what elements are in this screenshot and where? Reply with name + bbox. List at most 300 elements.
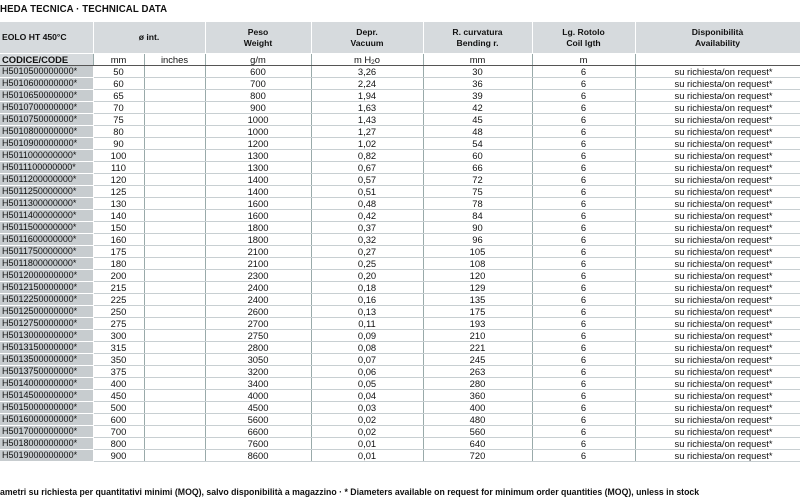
diameter-inch-cell — [144, 438, 205, 450]
table-row — [0, 114, 800, 126]
diameter-mm-cell: 315 — [93, 342, 144, 354]
bending-radius-cell: 245 — [423, 354, 532, 366]
diameter-inch-cell — [144, 210, 205, 222]
availability-cell: su richiesta/on request* — [635, 450, 800, 462]
code-column-label: CODICE/CODE — [0, 54, 93, 66]
availability-cell: su richiesta/on request* — [635, 90, 800, 102]
diameter-inch-cell — [144, 198, 205, 210]
diameter-mm-cell: 600 — [93, 414, 144, 426]
bending-radius-cell: 108 — [423, 258, 532, 270]
vacuum-cell: 0,02 — [311, 426, 423, 438]
diameter-inch-cell — [144, 402, 205, 414]
table-row — [0, 282, 800, 294]
bending-radius-cell: 263 — [423, 366, 532, 378]
product-code-cell: H5012000000000* — [0, 270, 93, 282]
weight-cell: 1300 — [205, 162, 311, 174]
table-row — [0, 138, 800, 150]
bending-radius-cell: 39 — [423, 90, 532, 102]
bending-radius-cell: 720 — [423, 450, 532, 462]
table-row — [0, 150, 800, 162]
diameter-mm-cell: 350 — [93, 354, 144, 366]
unit-vacuum: m $H_2o$ — [311, 54, 423, 66]
table-row — [0, 66, 800, 78]
diameter-inch-cell — [144, 102, 205, 114]
vacuum-cell: 0,37 — [311, 222, 423, 234]
vacuum-cell: 0,05 — [311, 378, 423, 390]
product-code-cell: H5013000000000* — [0, 330, 93, 342]
diameter-inch-cell — [144, 426, 205, 438]
coil-length-cell: 6 — [532, 390, 635, 402]
bending-radius-cell: 640 — [423, 438, 532, 450]
table-row — [0, 390, 800, 402]
coil-length-cell: 6 — [532, 102, 635, 114]
technical-data-table — [0, 22, 800, 462]
weight-cell: 2400 — [205, 294, 311, 306]
availability-cell: su richiesta/on request* — [635, 282, 800, 294]
diameter-inch-cell — [144, 222, 205, 234]
diameter-inch-cell — [144, 126, 205, 138]
diameter-inch-cell — [144, 150, 205, 162]
weight-cell: 1400 — [205, 174, 311, 186]
table-row — [0, 342, 800, 354]
diameter-mm-cell: 110 — [93, 162, 144, 174]
coil-length-cell: 6 — [532, 138, 635, 150]
product-name-header: EOLO HT 450°C — [0, 22, 93, 54]
diameter-inch-cell — [144, 258, 205, 270]
availability-cell: su richiesta/on request* — [635, 402, 800, 414]
table-row — [0, 450, 800, 462]
diameter-inch-cell — [144, 138, 205, 150]
bending-radius-cell: 75 — [423, 186, 532, 198]
diameter-mm-cell: 100 — [93, 150, 144, 162]
table-row — [0, 162, 800, 174]
table-row — [0, 222, 800, 234]
diameter-inch-cell — [144, 66, 205, 78]
weight-cell: 3200 — [205, 366, 311, 378]
coil-length-cell: 6 — [532, 414, 635, 426]
product-code-cell: H5010900000000* — [0, 138, 93, 150]
availability-cell: su richiesta/on request* — [635, 378, 800, 390]
table-row — [0, 258, 800, 270]
weight-cell: 2600 — [205, 306, 311, 318]
product-code-cell: H5011600000000* — [0, 234, 93, 246]
coil-length-cell: 6 — [532, 114, 635, 126]
diameter-mm-cell: 215 — [93, 282, 144, 294]
availability-cell: su richiesta/on request* — [635, 294, 800, 306]
coil-length-cell: 6 — [532, 270, 635, 282]
diameter-inch-cell — [144, 366, 205, 378]
vacuum-cell: 0,06 — [311, 366, 423, 378]
bending-radius-cell: 175 — [423, 306, 532, 318]
bending-radius-cell: 560 — [423, 426, 532, 438]
availability-cell: su richiesta/on request* — [635, 66, 800, 78]
table-row — [0, 306, 800, 318]
product-code-cell: H5011000000000* — [0, 150, 93, 162]
weight-cell: 2700 — [205, 318, 311, 330]
availability-cell: su richiesta/on request* — [635, 210, 800, 222]
product-code-cell: H5018000000000* — [0, 438, 93, 450]
table-row — [0, 318, 800, 330]
diameter-inch-cell — [144, 354, 205, 366]
diameter-mm-cell: 400 — [93, 378, 144, 390]
page-title: HEDA TECNICA · TECHNICAL DATA — [0, 3, 168, 15]
weight-cell: 900 — [205, 102, 311, 114]
diameter-mm-cell: 150 — [93, 222, 144, 234]
availability-cell: su richiesta/on request* — [635, 366, 800, 378]
product-code-cell: H5019000000000* — [0, 450, 93, 462]
coil-length-cell: 6 — [532, 126, 635, 138]
weight-cell: 7600 — [205, 438, 311, 450]
vacuum-cell: 1,27 — [311, 126, 423, 138]
diameter-inch-cell — [144, 294, 205, 306]
table-row — [0, 78, 800, 90]
diameter-mm-cell: 70 — [93, 102, 144, 114]
coil-length-cell: 6 — [532, 198, 635, 210]
weight-cell: 1000 — [205, 114, 311, 126]
weight-cell: 2100 — [205, 246, 311, 258]
coil-length-cell: 6 — [532, 366, 635, 378]
diameter-mm-cell: 80 — [93, 126, 144, 138]
product-code-cell: H5011300000000* — [0, 198, 93, 210]
weight-cell: 4000 — [205, 390, 311, 402]
coil-length-cell: 6 — [532, 78, 635, 90]
unit-coil: m — [532, 54, 635, 66]
availability-cell: su richiesta/on request* — [635, 198, 800, 210]
bending-radius-cell: 400 — [423, 402, 532, 414]
product-code-cell: H5011200000000* — [0, 174, 93, 186]
weight-cell: 2300 — [205, 270, 311, 282]
vacuum-cell: 0,57 — [311, 174, 423, 186]
vacuum-cell: 3,26 — [311, 66, 423, 78]
footnote: ametri su richiesta per quantitativi minimi (MOQ), salvo disponibilità a magazzino · * Diameters available on request for minimum order quantities (MOQ), unless in stock — [0, 486, 700, 497]
availability-cell: su richiesta/on request* — [635, 330, 800, 342]
weight-cell: 2750 — [205, 330, 311, 342]
coil-length-cell: 6 — [532, 246, 635, 258]
availability-cell: su richiesta/on request* — [635, 114, 800, 126]
availability-header: Disponibilità Availability — [635, 22, 800, 54]
vacuum-cell: 0,67 — [311, 162, 423, 174]
availability-cell: su richiesta/on request* — [635, 342, 800, 354]
bending-radius-cell: 129 — [423, 282, 532, 294]
availability-cell: su richiesta/on request* — [635, 414, 800, 426]
coil-length-cell: 6 — [532, 174, 635, 186]
diameter-inch-cell — [144, 282, 205, 294]
diameter-inch-cell — [144, 330, 205, 342]
bending-radius-cell: 135 — [423, 294, 532, 306]
coil-length-cell: 6 — [532, 330, 635, 342]
product-code-cell: H5016000000000* — [0, 414, 93, 426]
bending-radius-cell: 120 — [423, 270, 532, 282]
vacuum-cell: 1,02 — [311, 138, 423, 150]
coil-length-cell: 6 — [532, 402, 635, 414]
weight-cell: 3050 — [205, 354, 311, 366]
coil-length-cell: 6 — [532, 222, 635, 234]
diameter-mm-cell: 130 — [93, 198, 144, 210]
weight-cell: 600 — [205, 66, 311, 78]
bending-radius-cell: 480 — [423, 414, 532, 426]
vacuum-cell: 0,32 — [311, 234, 423, 246]
diameter-mm-cell: 60 — [93, 78, 144, 90]
coil-length-cell: 6 — [532, 426, 635, 438]
weight-cell: 1300 — [205, 150, 311, 162]
diameter-header: ø int. — [93, 22, 205, 54]
diameter-inch-cell — [144, 78, 205, 90]
bending-radius-cell: 84 — [423, 210, 532, 222]
diameter-mm-cell: 900 — [93, 450, 144, 462]
vacuum-cell: 1,63 — [311, 102, 423, 114]
vacuum-cell: 0,25 — [311, 258, 423, 270]
weight-cell: 2100 — [205, 258, 311, 270]
product-code-cell: H5010650000000* — [0, 90, 93, 102]
product-code-cell: H5013750000000* — [0, 366, 93, 378]
coil-length-cell: 6 — [532, 186, 635, 198]
vacuum-cell: 0,04 — [311, 390, 423, 402]
product-code-cell: H5015000000000* — [0, 402, 93, 414]
product-code-cell: H5012150000000* — [0, 282, 93, 294]
vacuum-cell: 0,48 — [311, 198, 423, 210]
bending-radius-cell: 280 — [423, 378, 532, 390]
weight-cell: 4500 — [205, 402, 311, 414]
availability-cell: su richiesta/on request* — [635, 174, 800, 186]
bending-radius-cell: 96 — [423, 234, 532, 246]
diameter-mm-cell: 225 — [93, 294, 144, 306]
product-code-cell: H5012500000000* — [0, 306, 93, 318]
product-code-cell: H5013150000000* — [0, 342, 93, 354]
bending-radius-cell: 45 — [423, 114, 532, 126]
diameter-mm-cell: 125 — [93, 186, 144, 198]
bending-radius-cell: 78 — [423, 198, 532, 210]
bending-radius-cell: 42 — [423, 102, 532, 114]
diameter-inch-cell — [144, 342, 205, 354]
coil-length-cell: 6 — [532, 318, 635, 330]
vacuum-cell: 0,01 — [311, 438, 423, 450]
coil-length-cell: 6 — [532, 234, 635, 246]
table-row — [0, 438, 800, 450]
availability-cell: su richiesta/on request* — [635, 150, 800, 162]
weight-cell: 1000 — [205, 126, 311, 138]
product-code-cell: H5010600000000* — [0, 78, 93, 90]
vacuum-cell: 0,13 — [311, 306, 423, 318]
availability-cell: su richiesta/on request* — [635, 426, 800, 438]
diameter-inch-cell — [144, 390, 205, 402]
unit-bending: mm — [423, 54, 532, 66]
availability-cell: su richiesta/on request* — [635, 318, 800, 330]
vacuum-cell: 1,94 — [311, 90, 423, 102]
product-code-cell: H5011500000000* — [0, 222, 93, 234]
weight-cell: 1200 — [205, 138, 311, 150]
table-row — [0, 210, 800, 222]
unit-weight: g/m — [205, 54, 311, 66]
bending-radius-cell: 72 — [423, 174, 532, 186]
vacuum-cell: 0,08 — [311, 342, 423, 354]
weight-cell: 1400 — [205, 186, 311, 198]
diameter-inch-cell — [144, 186, 205, 198]
availability-cell: su richiesta/on request* — [635, 78, 800, 90]
diameter-mm-cell: 75 — [93, 114, 144, 126]
weight-cell: 800 — [205, 90, 311, 102]
vacuum-cell: 0,18 — [311, 282, 423, 294]
table-row — [0, 90, 800, 102]
weight-header: Peso Weight — [205, 22, 311, 54]
weight-cell: 8600 — [205, 450, 311, 462]
availability-cell: su richiesta/on request* — [635, 354, 800, 366]
diameter-mm-cell: 120 — [93, 174, 144, 186]
vacuum-cell: 0,03 — [311, 402, 423, 414]
coil-length-cell: 6 — [532, 162, 635, 174]
bending-radius-cell: 90 — [423, 222, 532, 234]
product-code-cell: H5017000000000* — [0, 426, 93, 438]
coil-length-cell: 6 — [532, 150, 635, 162]
coil-length-cell: 6 — [532, 450, 635, 462]
table-row — [0, 246, 800, 258]
diameter-mm-cell: 700 — [93, 426, 144, 438]
bending-radius-cell: 210 — [423, 330, 532, 342]
diameter-inch-cell — [144, 234, 205, 246]
vacuum-cell: 0,11 — [311, 318, 423, 330]
diameter-mm-cell: 65 — [93, 90, 144, 102]
diameter-mm-cell: 800 — [93, 438, 144, 450]
diameter-inch-cell — [144, 306, 205, 318]
vacuum-cell: 1,43 — [311, 114, 423, 126]
table-row — [0, 234, 800, 246]
diameter-inch-cell — [144, 90, 205, 102]
table-row — [0, 354, 800, 366]
availability-cell: su richiesta/on request* — [635, 306, 800, 318]
table-row — [0, 378, 800, 390]
vacuum-cell: 0,16 — [311, 294, 423, 306]
table-row — [0, 102, 800, 114]
vacuum-cell: 0,51 — [311, 186, 423, 198]
diameter-mm-cell: 180 — [93, 258, 144, 270]
vacuum-cell: 0,20 — [311, 270, 423, 282]
table-row — [0, 174, 800, 186]
table-row — [0, 330, 800, 342]
product-code-cell: H5012750000000* — [0, 318, 93, 330]
bending-radius-cell: 36 — [423, 78, 532, 90]
product-code-cell: H5014500000000* — [0, 390, 93, 402]
table-row — [0, 414, 800, 426]
availability-cell: su richiesta/on request* — [635, 126, 800, 138]
weight-cell: 6600 — [205, 426, 311, 438]
product-code-cell: H5011100000000* — [0, 162, 93, 174]
product-code-cell: H5011750000000* — [0, 246, 93, 258]
table-row — [0, 294, 800, 306]
table-row — [0, 198, 800, 210]
header-row — [0, 22, 800, 54]
diameter-mm-cell: 450 — [93, 390, 144, 402]
weight-cell: 3400 — [205, 378, 311, 390]
coil-length-cell: 6 — [532, 306, 635, 318]
table-row — [0, 426, 800, 438]
bending-radius-cell: 193 — [423, 318, 532, 330]
product-code-cell: H5011250000000* — [0, 186, 93, 198]
weight-cell: 1800 — [205, 222, 311, 234]
diameter-inch-cell — [144, 270, 205, 282]
diameter-inch-cell — [144, 318, 205, 330]
unit-mm: mm — [93, 54, 144, 66]
availability-cell: su richiesta/on request* — [635, 246, 800, 258]
coil-length-cell: 6 — [532, 66, 635, 78]
vacuum-cell: 0,42 — [311, 210, 423, 222]
coil-length-cell: 6 — [532, 210, 635, 222]
units-row — [0, 54, 800, 66]
diameter-mm-cell: 50 — [93, 66, 144, 78]
weight-cell: 2400 — [205, 282, 311, 294]
vacuum-header: Depr. Vacuum — [311, 22, 423, 54]
availability-cell: su richiesta/on request* — [635, 258, 800, 270]
diameter-inch-cell — [144, 414, 205, 426]
diameter-mm-cell: 160 — [93, 234, 144, 246]
availability-cell: su richiesta/on request* — [635, 162, 800, 174]
product-code-cell: H5010800000000* — [0, 126, 93, 138]
bending-radius-cell: 221 — [423, 342, 532, 354]
diameter-mm-cell: 300 — [93, 330, 144, 342]
availability-cell: su richiesta/on request* — [635, 438, 800, 450]
coil-length-cell: 6 — [532, 438, 635, 450]
coil-length-cell: 6 — [532, 378, 635, 390]
weight-cell: 1800 — [205, 234, 311, 246]
table-row — [0, 402, 800, 414]
coil-length-cell: 6 — [532, 354, 635, 366]
vacuum-cell: 2,24 — [311, 78, 423, 90]
diameter-inch-cell — [144, 162, 205, 174]
diameter-inch-cell — [144, 450, 205, 462]
product-code-cell: H5011400000000* — [0, 210, 93, 222]
coil-length-cell: 6 — [532, 294, 635, 306]
availability-cell: su richiesta/on request* — [635, 102, 800, 114]
availability-cell: su richiesta/on request* — [635, 222, 800, 234]
weight-cell: 2800 — [205, 342, 311, 354]
vacuum-cell: 0,09 — [311, 330, 423, 342]
weight-cell: 700 — [205, 78, 311, 90]
vacuum-cell: 0,02 — [311, 414, 423, 426]
table-row — [0, 186, 800, 198]
vacuum-cell: 0,27 — [311, 246, 423, 258]
availability-cell: su richiesta/on request* — [635, 270, 800, 282]
product-code-cell: H5010700000000* — [0, 102, 93, 114]
weight-cell: 1600 — [205, 198, 311, 210]
diameter-mm-cell: 275 — [93, 318, 144, 330]
table-row — [0, 366, 800, 378]
coil-length-cell: 6 — [532, 90, 635, 102]
product-code-cell: H5011800000000* — [0, 258, 93, 270]
coil-length-cell: 6 — [532, 342, 635, 354]
diameter-mm-cell: 175 — [93, 246, 144, 258]
unit-availability — [635, 54, 800, 66]
vacuum-cell: 0,82 — [311, 150, 423, 162]
bending-radius-cell: 60 — [423, 150, 532, 162]
table-row — [0, 126, 800, 138]
diameter-inch-cell — [144, 246, 205, 258]
weight-cell: 5600 — [205, 414, 311, 426]
availability-cell: su richiesta/on request* — [635, 186, 800, 198]
product-code-cell: H5014000000000* — [0, 378, 93, 390]
diameter-mm-cell: 375 — [93, 366, 144, 378]
diameter-inch-cell — [144, 114, 205, 126]
availability-cell: su richiesta/on request* — [635, 234, 800, 246]
bending-radius-cell: 30 — [423, 66, 532, 78]
diameter-mm-cell: 90 — [93, 138, 144, 150]
product-code-cell: H5013500000000* — [0, 354, 93, 366]
diameter-mm-cell: 250 — [93, 306, 144, 318]
table-row — [0, 270, 800, 282]
weight-cell: 1600 — [205, 210, 311, 222]
coil-length-cell: 6 — [532, 258, 635, 270]
bending-radius-cell: 66 — [423, 162, 532, 174]
coil-length-header: Lg. Rotolo Coil lgth — [532, 22, 635, 54]
diameter-mm-cell: 200 — [93, 270, 144, 282]
vacuum-cell: 0,07 — [311, 354, 423, 366]
